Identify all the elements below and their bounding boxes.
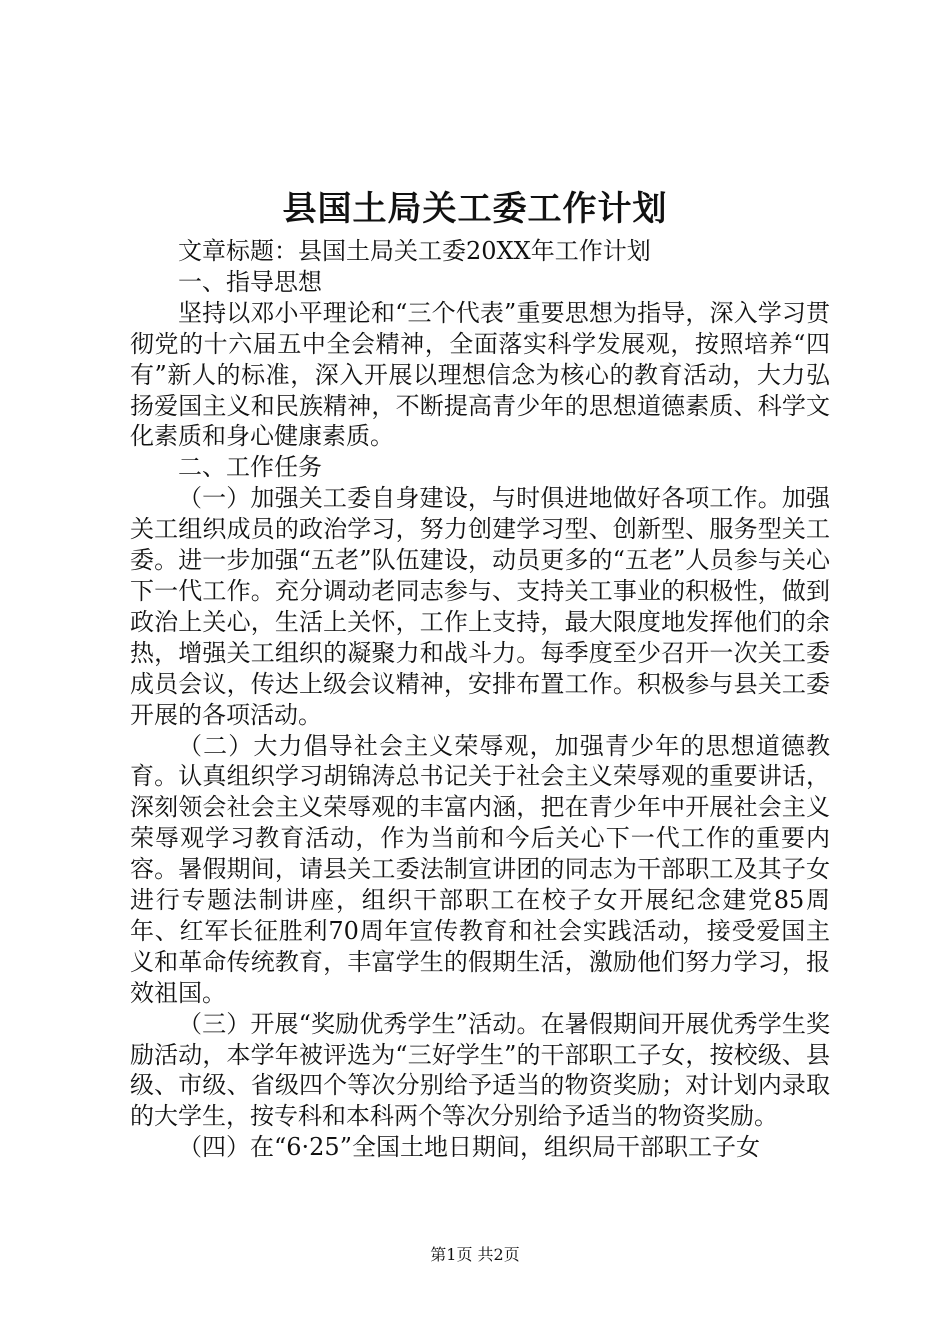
page-footer: 第1页 共2页 <box>430 1245 520 1264</box>
document-body <box>130 236 830 1163</box>
paragraph-task-2: （二）大力倡导社会主义荣辱观，加强青少年的思想道德教育。认真组织学习胡锦涛总书记关于社会主义荣辱观的重要讲话，深刻领会社会主义荣辱观的丰富内涵，把在青少年中开展社会主义荣辱观学习教育活动，作为当前和今后关心下一代工作的重要内容。暑假期间，请县关工委法制宣讲团的同志为干部职工及其子女进行专题法制讲座，组织干部职工在校子女开展纪念建党85周年、红军长征胜利70周年宣传教育和社会实践活动，接受爱国主义和革命传统教育，丰富学生的假期生活，激励他们努力学习，报效祖国。 <box>130 731 830 1007</box>
paragraph-task-3: （三）开展“奖励优秀学生”活动。在暑假期间开展优秀学生奖励活动，本学年被评选为“三好学生”的干部职工子女，按校级、县级、市级、省级四个等次分别给予适当的物资奖励；对计划内录取的大学生，按专科和本科两个等次分别给予适当的物资奖励。 <box>130 1009 830 1131</box>
document-title: 县国土局关工委工作计划 <box>282 189 668 229</box>
section-heading-work-tasks: 二、工作任务 <box>178 453 322 482</box>
paragraph-task-1: （一）加强关工委自身建设，与时俱进地做好各项工作。加强关工组织成员的政治学习，努力创建学习型、创新型、服务型关工委。进一步加强“五老”队伍建设，动员更多的“五老”人员参与关心下一代工作。充分调动老同志参与、支持关工事业的积极性，做到政治上关心，生活上关怀，工作上支持，最大限度地发挥他们的余热，增强关工组织的凝聚力和战斗力。每季度至少召开一次关工委成员会议，传达上级会议精神，安排布置工作。积极参与县关工委开展的各项活动。 <box>130 484 830 729</box>
article-title-line: 文章标题：县国土局关工委20XX年工作计划 <box>178 237 651 265</box>
section-heading-guiding-ideology: 一、指导思想 <box>178 267 322 296</box>
paragraph-task-4: （四）在“6·25”全国土地日期间，组织局干部职工子女 <box>178 1133 760 1162</box>
paragraph-guiding-ideology: 坚持以邓小平理论和“三个代表”重要思想为指导，深入学习贯彻党的十六届五中全会精神，全面落实科学发展观，按照培养“四有”新人的标准，深入开展以理想信念为核心的教育活动，大力弘扬爱国主义和民族精神，不断提高青少年的思想道德素质、科学文化素质和身心健康素质。 <box>130 298 830 451</box>
